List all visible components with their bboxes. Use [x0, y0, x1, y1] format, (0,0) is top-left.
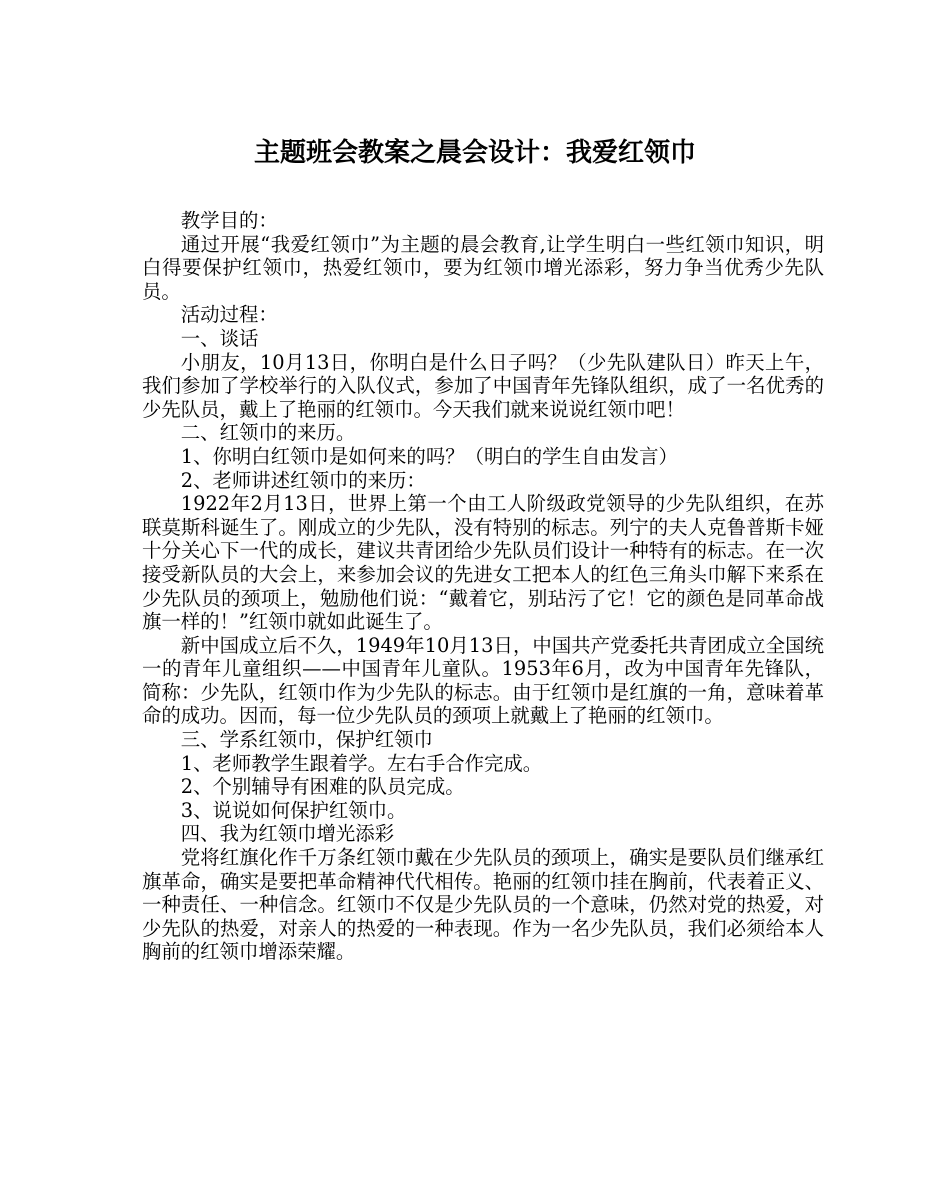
paragraph-teaching-goal-heading: 教学目的： [180, 209, 278, 232]
paragraph-history-1922: 1922年2月13日，世界上第一个由工人阶级政党领导的少先队组织，在苏联莫斯科诞生了。刚成立的少先队，没有特别的标志。列宁的夫人克鲁普斯卡娅十分关心下一代的成长，建议共青团给少先队员们设计一种特有的标志。在一次接受新队员的大会上，来参加会议的先进女工把本人的红色三角头巾解下来系在少先队员的颈项上，勉励他们说：“戴着它，别玷污了它！它的颜色是同革命战旗一样的！”红领巾就如此诞生了。 [142, 492, 824, 634]
paragraph-closing: 党将红旗化作千万条红领巾戴在少先队员的颈项上，确实是要队员们继承红旗革命，确实是要把革命精神代代相传。艳丽的红领巾挂在胸前，代表着正义、一种责任、一种信念。红领巾不仅是少先队员的一个意味，仍然对党的热爱，对少先队的热爱，对亲人的热爱的一种表现。作为一名少先队员，我们必须给本人胸前的红领巾增添荣耀。 [142, 846, 824, 964]
paragraph-step-3: 3、说说如何保护红领巾。 [180, 798, 407, 822]
paragraph-history-1949: 新中国成立后不久，1949年10月13日，中国共产党委托共青团成立全国统一的青年儿童组织——中国青年儿童队。1953年6月，改为中国青年先锋队，简称：少先队，红领巾作为少先队的标志。由于红领巾是红旗的一角，意味着革命的成功。因而，每一位少先队员的颈项上就戴上了艳丽的红领巾。 [142, 633, 824, 728]
paragraph-section-2-heading: 二、红领巾的来历。 [180, 421, 356, 445]
paragraph-step-1: 1、老师教学生跟着学。左右手合作完成。 [180, 751, 543, 775]
paragraph-section-1-heading: 一、谈话 [180, 326, 259, 350]
document-body [142, 209, 824, 964]
paragraph-section-3-heading: 三、学系红领巾，保护红领巾 [180, 728, 433, 752]
paragraph-question: 1、你明白红领巾是如何来的吗？（明白的学生自由发言） [180, 444, 678, 468]
paragraph-section-4-heading: 四、我为红领巾增光添彩 [180, 822, 395, 846]
document-title: 主题班会教案之晨会设计：我爱红领巾 [253, 138, 696, 168]
paragraph-step-2: 2、个别辅导有困难的队员完成。 [180, 775, 465, 799]
paragraph-teacher-narrates: 2、老师讲述红领巾的来历： [180, 468, 426, 492]
paragraph-teaching-goal: 通过开展“我爱红领巾”为主题的晨会教育,让学生明白一些红领巾知识，明白得要保护红领巾，热爱红领巾，要为红领巾增光添彩，努力争当优秀少先队员。 [142, 232, 824, 303]
paragraph-talk: 小朋友，10月13日，你明白是什么日子吗？（少先队建队日）昨天上午，我们参加了学校举行的入队仪式，参加了中国青年先锋队组织，成了一名优秀的少先队员，戴上了艳丽的红领巾。今天我们就来说说红领巾吧！ [142, 350, 824, 421]
paragraph-activity-heading: 活动过程： [180, 303, 278, 327]
